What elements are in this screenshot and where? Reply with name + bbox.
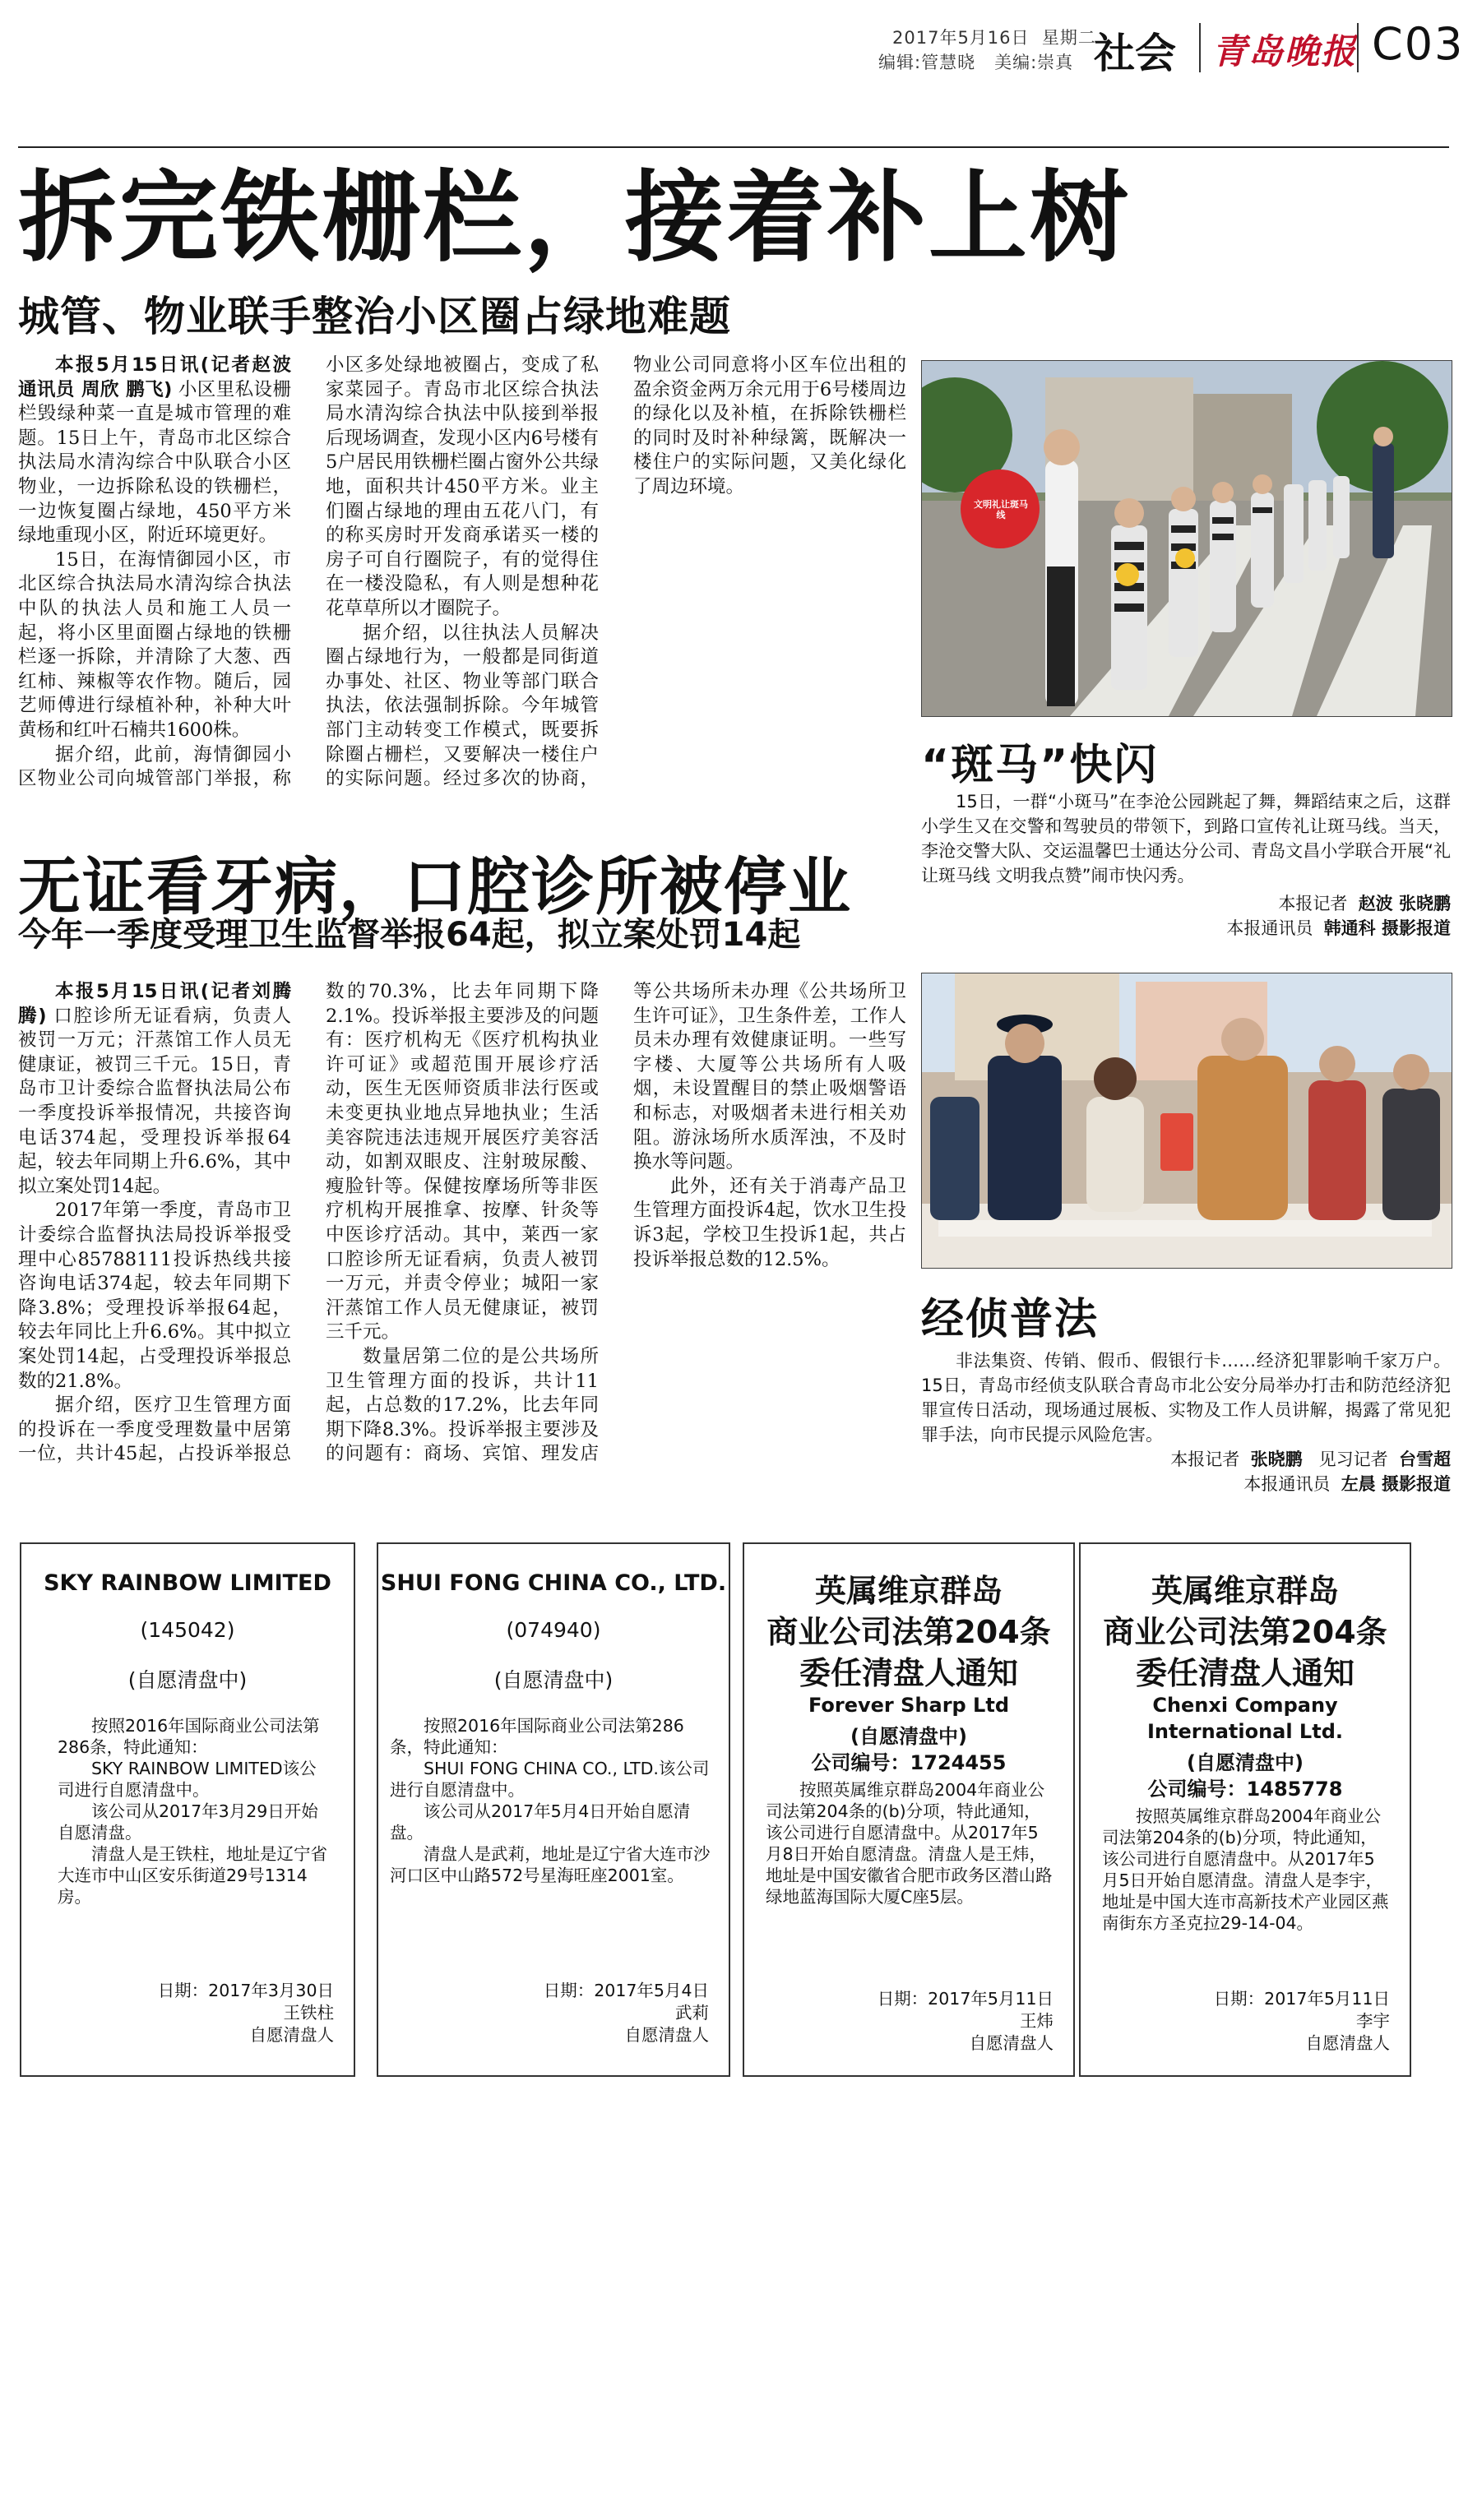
story1-paragraph: 据介绍，以往执法人员解决圈占绿地行为，一般都是同街道办事处、社区、物业等部门联合执法，依法强制拆除。今年城管部门主动转变工作模式，既要拆除圈占栅栏，又要解决一楼住户的实际问题。经过多次的协商，物业公司同意将小区车位出租的盈余资金两万余元用于6号楼周边的绿化以及补植，在拆除铁栅栏的同时及时补种绿篱，既解决一楼住户的实际问题，又美化绿化了周边环境。 xyxy=(326,354,906,790)
notice-title: 英属维京群岛 xyxy=(1151,1573,1339,1609)
notice-title: 商业公司法第204条 xyxy=(1103,1614,1387,1650)
story1-paragraph: 15日，在海情御园小区，市北区综合执法局水清沟综合执法中队的执法人员和施工人员一起，将小区里面圈占绿地的铁栅栏逐一拆除，并清除了大葱、西红柿、辣椒等农作物。随后，园艺师傅进行绿植补种，补种大叶黄杨和红叶石楠共1600株。 xyxy=(18,548,291,741)
liquidation-notice-sky-rainbow xyxy=(20,1542,355,2077)
notice-date: 日期：2017年5月4日 xyxy=(543,1981,709,2000)
notice-paragraph: 该公司从2017年5月4日开始自愿清盘。 xyxy=(390,1801,691,1843)
story1-lead xyxy=(18,354,291,548)
notice-role: 自愿清盘人 xyxy=(624,2025,709,2045)
section-name: 社会 xyxy=(1094,30,1176,77)
notice-body xyxy=(1102,1806,1390,1934)
notice-number: (074940) xyxy=(506,1618,601,1642)
credit-label: 本报记者 xyxy=(1170,1450,1240,1469)
credit-label: 本报记者 xyxy=(1278,894,1348,913)
notice-status: (自愿清盘中) xyxy=(127,1668,248,1692)
notice-paragraph: 按照2016年国际商业公司法第286条，特此通知： xyxy=(390,1716,684,1757)
photo1-credit xyxy=(921,891,1451,941)
story2-byline: 刘腾腾) xyxy=(18,981,291,1027)
story2-paragraph: 据介绍，医疗卫生管理方面的投诉在一季度受理数量中居第一位，共计45起，占投诉举报总数的70.3%，比去年同期下降2.1%。投诉举报主要涉及的问题有：医疗机构无《医疗机构执业许可证》或超范围开展诊疗活动，医生无医师资质非法行医或未变更执业地点异地执业；生活美容院违法违规开展医疗美容活动，如割双眼皮、注射玻尿酸、瘦脸针等。保健按摩场所等非医疗机构开展推拿、按摩、针灸等中医诊疗活动。其中，莱西一家口腔诊所无证看病，负责人被罚一万元，并责令停业；城阳一家汗蒸馆工作人员无健康证，被罚三千元。 xyxy=(18,981,599,1465)
photo1-title: “斑马”快闪 xyxy=(921,741,1159,790)
page-number: C03 xyxy=(1372,18,1465,70)
notice-number: 公司编号：1724455 xyxy=(811,1751,1007,1774)
notice-paragraph: 该公司从2017年3月29日开始自愿清盘。 xyxy=(58,1801,318,1843)
credit-label: 本报通讯员 xyxy=(1243,1474,1331,1494)
notice-paragraph: 按照2016年国际商业公司法第286条，特此通知： xyxy=(58,1716,320,1757)
header-divider xyxy=(1357,23,1359,72)
notice-number: 公司编号：1485778 xyxy=(1147,1778,1343,1801)
notice-signature xyxy=(878,1988,1054,2055)
story1-paragraph: 据介绍，此前，海情御园小区物业公司向城管部门举报，称小区多处绿地被圈占，变成了私家菜园子。青岛市北区综合执法局水清沟综合执法中队接到举报后现场调查，发现小区内6号楼有5户居民用铁栅栏圈占窗外公共绿地，面积共计450平方米。业主们圈占绿地的理由五花八门，有的称买房时开发商承诺买一楼的房子可自行圈院子，有的觉得住在一楼没隐私，有人则是想种花花草草所以才圈院子。 xyxy=(18,354,599,790)
story2-paragraph: 此外，还有关于消毒产品卫生管理方面投诉4起，饮水卫生投诉3起，学校卫生投诉1起，共占投诉举报总数的12.5%。 xyxy=(633,1175,906,1270)
notice-status: (自愿清盘中) xyxy=(1187,1751,1304,1774)
header-divider xyxy=(1199,23,1201,72)
notice-company: Chenxi Company International Ltd. xyxy=(1147,1694,1343,1743)
notice-liquidator: 王炜 xyxy=(1020,2011,1054,2031)
photo2-caption-text: 非法集资、传销、假币、假银行卡……经济犯罪影响千家万户。15日，青岛市经侦支队联合青岛市北公安分局举办打击和防范经济犯罪宣传日活动，现场通过展板、实物及工作人员讲解，揭露了常见犯罪手法，向市民提示风险危害。 xyxy=(921,1351,1451,1445)
notice-liquidator: 王铁柱 xyxy=(283,2003,334,2023)
notice-number: (145042) xyxy=(140,1618,235,1642)
notice-signature xyxy=(158,1980,334,2046)
photo2-credit-line1 xyxy=(921,1447,1451,1472)
credit-names: 张晓鹏 xyxy=(1250,1450,1303,1469)
issue-date xyxy=(892,25,1096,49)
notice-paragraph: SKY RAINBOW LIMITED该公司进行自愿清盘中。 xyxy=(58,1759,317,1800)
notice-paragraph: 按照英属维京群岛2004年商业公司法第204条的(b)分项，特此通知，该公司进行自愿清盘中。从2017年5月5日开始自愿清盘。清盘人是李宇，地址是中国大连市高新技术产业园区燕南街东方圣克拉29-14-04。 xyxy=(1102,1806,1389,1933)
credit-names: 台雪超 xyxy=(1399,1450,1451,1469)
notice-liquidator: 武莉 xyxy=(675,2003,709,2023)
notice-body xyxy=(58,1715,329,1907)
photo2-caption xyxy=(921,1348,1451,1447)
story2-headline: 无证看牙病，口腔诊所被停业 xyxy=(18,850,852,923)
story2-dateline: 本报5月15日讯(记者 xyxy=(55,981,252,1002)
notice-company: SHUI FONG CHINA CO., LTD. xyxy=(380,1570,727,1596)
notice-liquidator: 李宇 xyxy=(1356,2011,1390,2031)
credit-names: 韩通科 摄影报道 xyxy=(1323,918,1451,938)
notice-role: 自愿清盘人 xyxy=(1305,2033,1390,2053)
story2-paragraph: 数量居第二位的是公共场所卫生管理方面的投诉，共计11起，占总数的17.2%，比去年同期下降8.3%。投诉举报主要涉及的问题有：商场、宾馆、理发店等公共场所未办理《公共场所卫生许可证》，卫生条件差，工作人员未办理有效健康证明。一些写字楼、大厦等公共场所有人吸烟，未设置醒目的禁止吸烟警语和标志，对吸烟者未进行相关劝阻。游泳场所水质浑浊，不及时换水等问题。 xyxy=(326,981,906,1465)
credit-label: 见习记者 xyxy=(1318,1450,1388,1469)
notice-date: 日期：2017年5月11日 xyxy=(877,1989,1054,2009)
notice-title: 英属维京群岛 xyxy=(814,1573,1003,1609)
notice-signature xyxy=(1214,1988,1390,2055)
credit-label: 本报通讯员 xyxy=(1226,918,1313,938)
editor-line xyxy=(878,49,1073,74)
zebra-flashmob-photo xyxy=(921,360,1452,717)
story2-lead xyxy=(18,980,291,1199)
story1-subheadline: 城管、物业联手整治小区圈占绿地难题 xyxy=(18,293,731,340)
notice-body xyxy=(390,1715,715,1886)
economic-crime-illustration xyxy=(922,973,1452,1268)
newspaper-logo: 青岛晚报 xyxy=(1212,31,1358,72)
notice-title: 商业公司法第204条 xyxy=(766,1614,1051,1650)
liquidation-notice-shui-fong xyxy=(377,1542,730,2077)
header-rule xyxy=(18,146,1449,148)
notice-paragraph: 清盘人是武莉，地址是辽宁省大连市沙河口区中山路572号星海旺座2001室。 xyxy=(390,1844,711,1885)
story1-headline: 拆完铁栅栏，接着补上树 xyxy=(18,161,1131,275)
notice-status: (自愿清盘中) xyxy=(850,1725,967,1748)
notice-role: 自愿清盘人 xyxy=(969,2033,1054,2053)
notice-date: 日期：2017年3月30日 xyxy=(157,1981,334,2000)
notice-paragraph: 按照英属维京群岛2004年商业公司法第204条的(b)分项，特此通知，该公司进行自愿清盘中。从2017年5月8日开始自愿清盘。清盘人是王炜，地址是中国安徽省合肥市政务区潜山路绿地蓝海国际大厦C座5层。 xyxy=(766,1780,1053,1907)
photo1-credit-line1 xyxy=(921,891,1451,916)
notice-signature xyxy=(544,1980,709,2046)
story1-dateline: 本报5月15日讯(记者 xyxy=(55,354,252,376)
notice-paragraph: SHUI FONG CHINA CO., LTD.该公司进行自愿清盘中。 xyxy=(390,1759,710,1800)
weekday-text: 星期二 xyxy=(1041,28,1096,48)
notice-title: 委任清盘人通知 xyxy=(799,1655,1018,1691)
photo1-caption-text: 15日，一群“小斑马”在李沧公园跳起了舞，舞蹈结束之后，这群小学生又在交警和驾驶员的带领下，到路口宣传礼让斑马线。当天，李沧交警大队、交运温馨巴士通达分公司、青岛文昌小学联合开展“礼让斑马线 文明我点赞”闹市快闪秀。 xyxy=(921,792,1451,885)
economic-crime-photo xyxy=(921,973,1452,1269)
notice-role: 自愿清盘人 xyxy=(249,2025,334,2045)
photo1-credit-line2 xyxy=(921,916,1451,941)
date-text: 2017年5月16日 xyxy=(892,28,1030,48)
photo2-title: 经侦普法 xyxy=(921,1295,1100,1344)
zebra-sign-text: 文明礼让斑马线 xyxy=(974,499,1028,520)
credit-names: 左晨 摄影报道 xyxy=(1341,1474,1451,1494)
designer-text: 美编:崇真 xyxy=(994,53,1074,72)
notice-company: SKY RAINBOW LIMITED xyxy=(44,1570,331,1596)
liquidation-notice-chenxi xyxy=(1079,1542,1411,2077)
editor-text: 编辑:管慧晓 xyxy=(878,53,976,72)
notice-company: Forever Sharp Ltd xyxy=(808,1694,1010,1717)
story1-body xyxy=(18,354,906,798)
story1-byline: 赵波 通讯员 周欣 鹏飞) xyxy=(18,354,291,400)
story2-body xyxy=(18,980,906,1482)
story2-lead-text: 口腔诊所无证看病，负责人被罚一万元；汗蒸馆工作人员无健康证，被罚三千元。15日，青岛市卫计委综合监督执法局公布一季度投诉举报情况，共接咨询电话374起，受理投诉举报64起，较去年同期上升6.6%，其中拟立案处罚14起。 xyxy=(18,1005,291,1197)
notice-paragraph: 清盘人是王铁柱，地址是辽宁省大连市中山区安乐街道29号1314房。 xyxy=(58,1844,327,1907)
notice-status: (自愿清盘中) xyxy=(493,1668,614,1692)
story2-subheadline: 今年一季度受理卫生监督举报64起，拟立案处罚14起 xyxy=(18,916,801,954)
photo2-credit-line2 xyxy=(921,1472,1451,1496)
notice-title: 委任清盘人通知 xyxy=(1135,1655,1355,1691)
notice-body xyxy=(766,1779,1054,1907)
story1-lead-text: 小区里私设栅栏毁绿种菜一直是城市管理的难题。15日上午，青岛市北区综合执法局水清沟综合中队联合小区物业，一边拆除私设的铁栅栏，一边恢复圈占绿地，450平方米绿地重现小区，附近环境更好。 xyxy=(18,378,291,547)
notice-date: 日期：2017年5月11日 xyxy=(1213,1989,1390,2009)
credit-names: 赵波 张晓鹏 xyxy=(1358,894,1451,913)
photo2-credit xyxy=(921,1447,1451,1496)
photo1-caption xyxy=(921,789,1451,888)
story2-paragraph: 2017年第一季度，青岛市卫计委综合监督执法局投诉举报受理中心85788111投诉热线共接咨询电话374起，较去年同期下降3.8%；受理投诉举报64起，较去年同比上升6.6%。其中拟立案处罚14起，占受理投诉举报总数的21.8%。 xyxy=(18,1200,291,1392)
liquidation-notice-forever-sharp xyxy=(743,1542,1075,2077)
zebra-flashmob-illustration xyxy=(922,361,1452,716)
